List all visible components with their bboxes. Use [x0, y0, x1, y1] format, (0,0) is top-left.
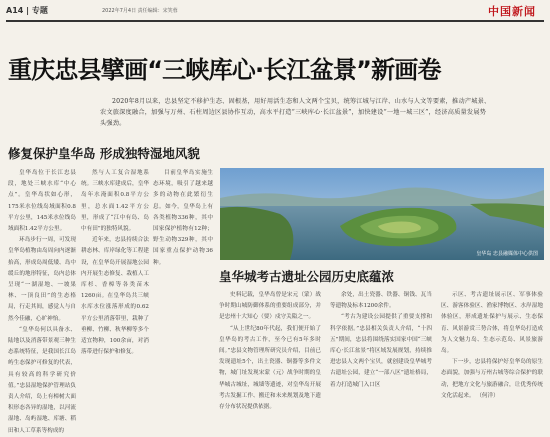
section-1-column-1 [8, 168, 76, 434]
paragraph: 目前皇华岛实施生态环境，吸引了越来越多的动物在此繁衍生息。如今，皇华岛上有各类植物336种，其中国家保护植物有12种；野生动物329种，其中国家重点保护动物36种。 [153, 170, 213, 266]
header-rule [6, 20, 544, 22]
paragraph: 史料记载，皇华岛曾是宋元（蒙）战争时期山城防御体系的重要组成部分，并是忠州十大知心（要）戍守关隘之一。 [219, 292, 321, 321]
paragraph: “从上世纪80年代起，我们便开始了皇华岛的考古工作，至今已有5年多时间。”忠县文物管理所研究员介绍，目前已发现遗址5个，出土瓷器、铜器等多件文物，城门址发现宋蒙（元）战争时期的皇华城古城址，城墙等遗迹，对皇华岛开展考古发掘工作、搬迁和未来规划及地下遗存分布状况提供依据。 [219, 325, 321, 411]
section-2-column-1 [219, 290, 321, 418]
headline-part-2: “三峡库心·长江盆景” [147, 56, 372, 84]
section-2-title: 皇华城考古遗址公园历史底蕴浓 [219, 269, 395, 284]
page-label: A14 | 专题 [6, 6, 48, 15]
headline [8, 50, 542, 85]
issue-meta: 2022年7月4日 责任编辑：宋笑蓉 [102, 8, 178, 14]
section-1-column-2 [81, 168, 149, 418]
section-1-column-3 [153, 168, 213, 418]
headline-part-3: 新画卷 [371, 56, 441, 84]
lead-paragraph: 2020年8月以来，忠县坚定不移护生态、固根基，用好用活生态和人文两个宝贝，统筹江城与江岸、山水与人文等要素，推动产城景、农文旅深度融合，加强与万州、石柱周边区县协作互动，高水平打造“三峡库心·长江盆景”，加快建设“一地一城三区”，经济高质量发展势头强劲。 [100, 98, 491, 127]
headline-part-1: 重庆忠县擘画 [8, 56, 148, 84]
paragraph: 皇华岛位于长江忠县段，地处三峡水库“中心点”。皇华岛状如心形，175米水位线岛域面积0.8平方公里，145米水位线岛域面积1.42平方公里。 [8, 170, 76, 233]
paragraph: 环岛步行一周，可发现皇华岛植物由岛周向内逐渐抬高，形成岛周低矮、岛中缓丘的地形特征，岛内总体呈现“一湖湿地、一坡果林、一顶良田”的生态格局，行走其间，感觉人与自然今佳融，心旷神怡。 [8, 237, 76, 322]
paragraph: 近年来，忠县持续合法耕态林、库岸绿化等工程建设，在皇华岛开展湿地公园内开展生态修复、栽植人工库杉、香樟等各类苗木1260亩。在皇华岛共三峡水库水位涨落形成的0.62平方公里消落带里，栽种了垂柳、竹柳、秋华柳等多个适宜物种，100余亩，对消落带进行保护和修复。 [81, 237, 149, 356]
photo-caption: 皇华岛 忠县融媒体中心供图 [476, 251, 538, 257]
paragraph: 余处，出土瓷器、铁器、铜钱、瓦当等遗物及标本1200余件。 [330, 292, 432, 310]
newspaper-logo: 中国新闻 [488, 5, 536, 18]
paragraph: 示区、考古遗址展示区、军事体验区、游客体验区、渔家博物区、水岸湿地体验区，形成遗址保护与展示、生态保育、风景游赏三势合体，将皇华岛打造成为人文魅力岛、生态示范岛、风景旅游岛。 [441, 292, 543, 355]
section-1-title: 修复保护皇华岛 形成独特湿地风貌 [8, 146, 200, 161]
page-header [6, 2, 546, 20]
paragraph: “考古为建设公园提供了重要支撑和科学依据。”忠县相关负责人介绍，“十四五”期间，忠县将围绕落实国家中国“三峡库心·长江盆景”将区域发展规划，持续推进忠县人文两个宝贝，就创建设皇华城考古遗址公园，建立“一部八区”遗址格局，着力打造城门入口区 [330, 314, 432, 388]
paragraph: “皇华岛何以具备水、陆地以及消落带景观三种生态系统特征，是我国长江岛屿生态保护可修复的代表，具有较高的科学研究价值。”忠县湿地保护管理站负责人介绍，岛上有樟树大面积形态各异的湿地，以河流湿地、岛屿湿地、库塘、稻田和人工草系等构成的 [8, 326, 76, 434]
paragraph: 然与人工复合湿地系统。三峡水库建成后，皇华岛年水淹面积0.8平方公里，总水面1.42平方公里，形成了“江中有岛、岛中有田”的独特风貌。 [81, 170, 149, 233]
paragraph: 下一步，忠县将保护好皇华岛的原生态面貌，加强与万州古城等综合保护的联动，把地方文化与旅游融合，让优秀传统文化活起来。 （何洋） [441, 359, 543, 399]
section-2-column-2 [330, 290, 432, 418]
section-2-column-3 [441, 290, 543, 418]
island-aerial-photo [220, 168, 544, 260]
photo-illustration [220, 168, 544, 260]
